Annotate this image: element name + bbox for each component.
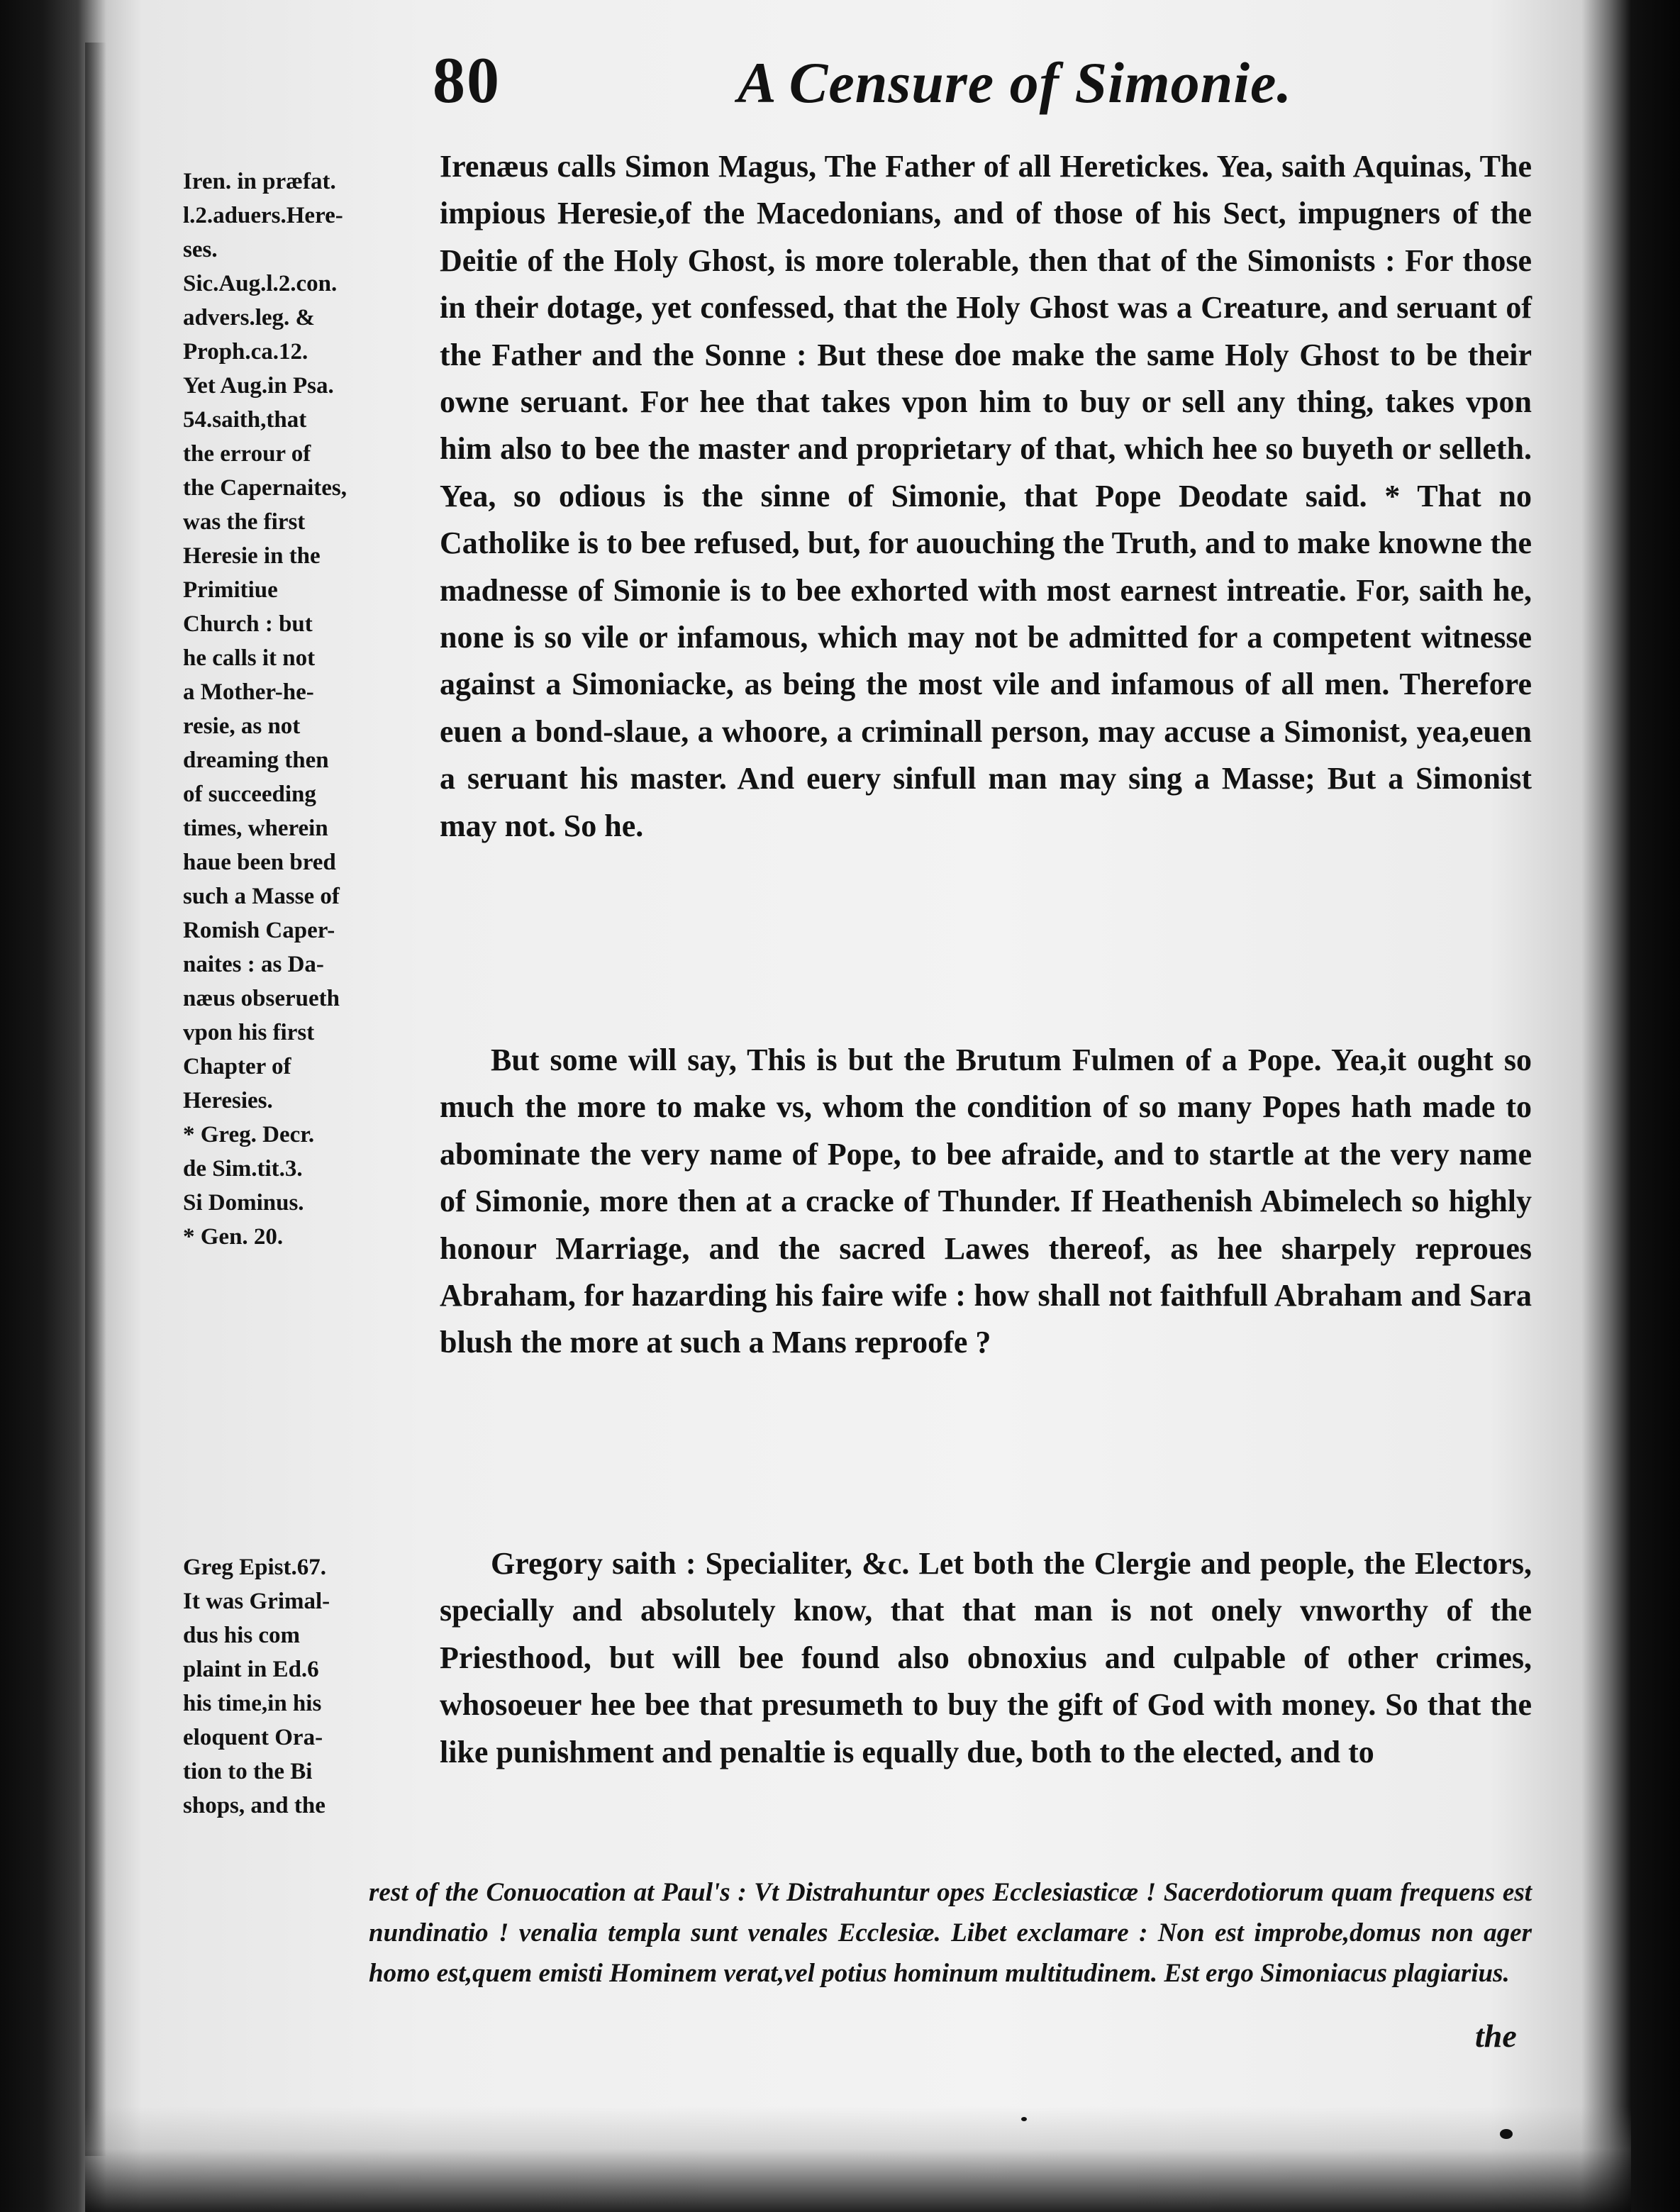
margin-note: Greg Epist.67. It was Grimal- dus his com plaint in Ed.6 his time,in his eloquent Ora- tion to the Bi shops, and the (183, 1555, 330, 1818)
ink-speck (1021, 2117, 1027, 2121)
body-paragraph-2 (440, 1037, 1532, 1367)
body-paragraph-1 (440, 143, 1532, 850)
catchword: the (1475, 2018, 1517, 2054)
margin-note: * Greg. Decr. de Sim.tit.3. Si Dominus. (183, 1122, 315, 1216)
page-bottom-shadow (85, 2106, 1631, 2212)
margin-note: Yet Aug.in Psa. 54.saith,that the errour of the Capernaites, was the first Heresie in the Primitiue Church : but he calls it not a Mother-he- resie, as not dreaming then of succeeding times, wherein haue been bred such a Masse of Romish Caper- naites : as Da- næus obserueth vpon his first Chapter of Heresies. (183, 373, 347, 1113)
latin-footnote: rest of the Conuocation at Paul's : Vt Distrahuntur opes Ecclesiasticæ ! Sacerdotiorum quam frequens est nundinatio ! venalia templa sunt venales Ecclesiæ. Libet exclamare : Non est improbe,domus non ager homo est,quem emisti Hominem verat,vel potius hominum multitudinem. Est ergo Simoniacus plagiarius. (369, 1878, 1532, 1988)
margin-note: * Gen. 20. (183, 1224, 284, 1250)
body-paragraph-3 (440, 1540, 1532, 1776)
margin-note: Sic.Aug.l.2.con. advers.leg. & Proph.ca.12. (183, 271, 338, 365)
page-number: 80 (433, 44, 501, 116)
paragraph-text: But some will say, This is but the Brutum Fulmen of a Pope. Yea,it ought so much the more to make vs, whom the condition of so many Popes hath made to abominate the very name of Pope, to bee afraide, and to startle at the very name of Simonie, more then at a cracke of Thunder. If Heathenish Abimelech so highly honour Marriage, and the sacred Lawes thereof, as hee sharpely reproues Abraham, for hazarding his faire wife : how shall not faithfull Abraham and Sara blush the more at such a Mans reproofe ? (440, 1043, 1532, 1360)
running-head: A Censure of Simonie. (738, 50, 1292, 115)
paragraph-text: Gregory saith : Specialiter, &c. Let both the Clergie and people, the Electors, specially and absolutely know, that that man is not onely vnworthy of the Priesthood, but will bee found also obnoxius and culpable of other crimes, whosoeuer hee bee that presumeth to buy the gift of God with money. So that the like punishment and penaltie is equally due, both to the elected, and to (440, 1546, 1532, 1769)
margin-notes-bottom (183, 1550, 424, 1823)
margin-notes-top (183, 165, 424, 1254)
binding-shadow (85, 43, 106, 2156)
paragraph-text: Irenæus calls Simon Magus, The Father of all Heretickes. Yea, saith Aquinas, The impious Heresie,of the Macedonians, and of those of his Sect, impugners of the Deitie of the Holy Ghost, is more tolerable, then that of the Simonists : For those in their dotage, yet confessed, that the Holy Ghost was a Creature, and seruant of the Father and the Sonne : But these doe make the same Holy Ghost to be their owne seruant. For hee that takes vpon him to buy or sell any thing, takes vpon him also to bee the master and proprietary of that, which hee so buyeth or selleth. Yea, so odious is the sinne of Simonie, that Pope Deodate said. * That no Catholike is to bee refused, but, for auouching the Truth, and to make knowne the madnesse of Simonie is to bee exhorted with most earnest intreatie. For, saith he, none is so vile or infamous, which may not be admitted for a competent witnesse against a Simoniacke, as being the most vile and infamous of all men. Therefore euen a bond-slaue, a whoore, a criminall person, may accuse a Simonist, yea,euen a seruant his master. And euery sinfull man may sing a Masse; But a Simonist may not. So he. (440, 149, 1532, 843)
margin-note: Iren. in præfat. l.2.aduers.Here- ses. (183, 169, 343, 262)
ink-speck (1500, 2129, 1513, 2139)
